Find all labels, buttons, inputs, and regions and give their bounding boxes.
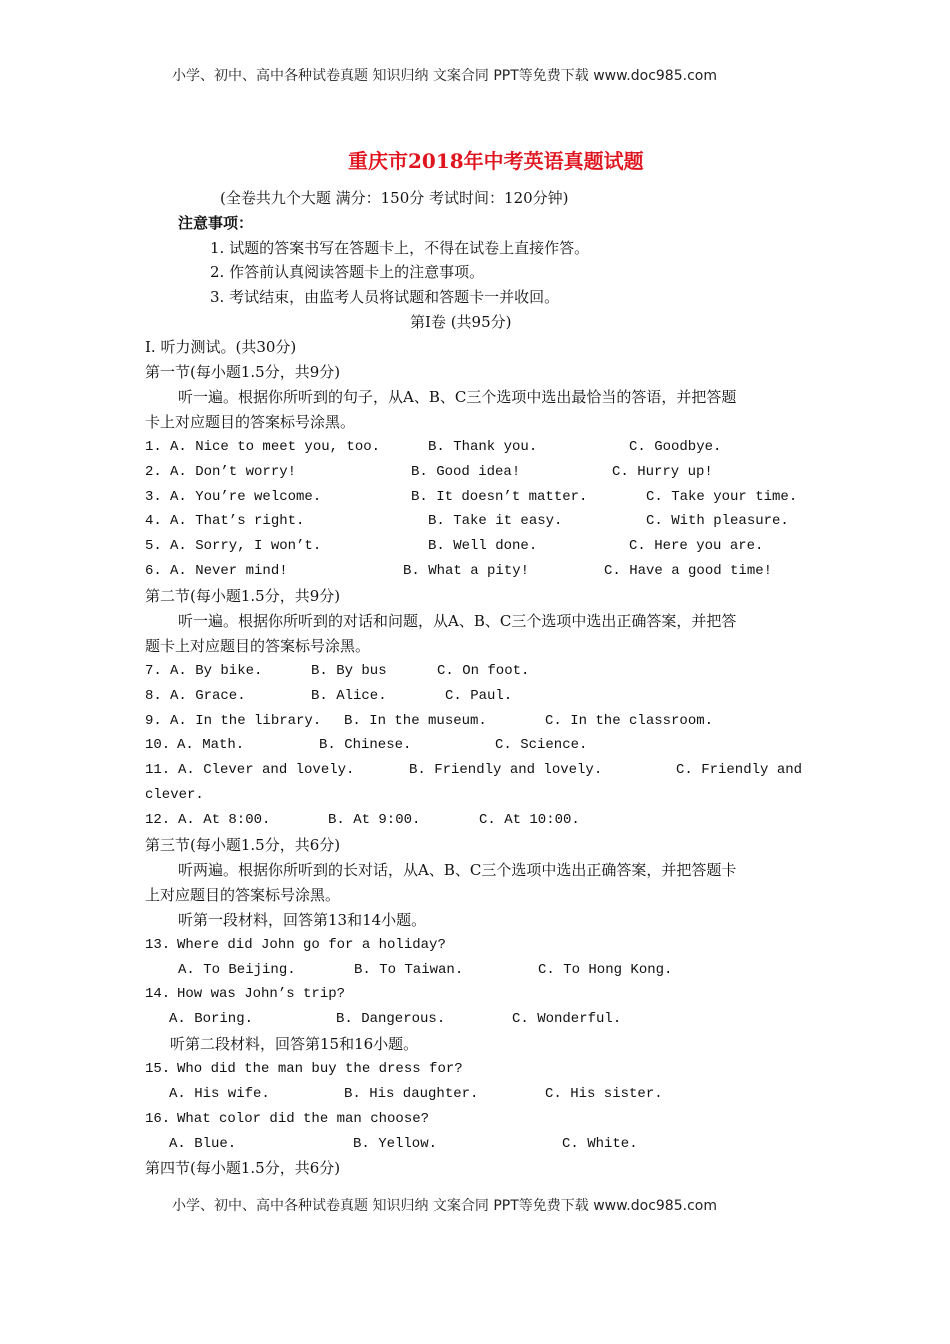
notice-item: 1. 试题的答案书写在答题卡上，不得在试卷上直接作答。 xyxy=(210,239,590,257)
option-c: C. In the classroom. xyxy=(545,713,714,729)
option-b: B. At 9:00. xyxy=(328,812,421,828)
option-a: A. At 8:00. xyxy=(178,812,271,828)
question-number: 5. xyxy=(145,538,162,554)
option-a: A. Clever and lovely. xyxy=(178,762,355,778)
question-number: 9. xyxy=(145,713,162,729)
question-number: 15. xyxy=(145,1061,171,1077)
question-text: Where did John go for a holiday? xyxy=(177,937,446,953)
option-a: A. In the library. xyxy=(170,713,322,729)
section-title: 第三节(每小题1.5分，共6分) xyxy=(145,836,341,854)
question-text: Who did the man buy the dress for? xyxy=(177,1061,463,1077)
option-a: A. Never mind! xyxy=(170,563,288,579)
option-c: C. Have a good time! xyxy=(604,563,773,579)
option-c: C. At 10:00. xyxy=(479,812,580,828)
question-number: 6. xyxy=(145,563,162,579)
section-instructions: 上对应题目的答案标号涂黑。 xyxy=(145,886,341,904)
section-title: 第二节(每小题1.5分，共9分) xyxy=(145,587,341,605)
option-a: A. Boring. xyxy=(169,1011,254,1027)
option-c: C. Hurry up! xyxy=(612,464,713,480)
option-c: C. White. xyxy=(562,1136,638,1152)
part-heading: I. 听力测试。(共30分) xyxy=(145,338,297,356)
option-b: B. By bus xyxy=(311,663,387,679)
option-a: A. By bike. xyxy=(170,663,263,679)
option-continuation: clever. xyxy=(145,787,204,803)
option-b: B. To Taiwan. xyxy=(354,962,464,978)
option-b: B. Take it easy. xyxy=(428,513,563,529)
option-b: B. Thank you. xyxy=(428,439,538,455)
option-b: B. Alice. xyxy=(311,688,387,704)
notice-item: 2. 作答前认真阅读答题卡上的注意事项。 xyxy=(210,263,485,281)
option-b: B. What a pity! xyxy=(403,563,530,579)
option-b: B. Dangerous. xyxy=(336,1011,446,1027)
section-instructions: 听一遍。根据你所听到的对话和问题，从A、B、C三个选项中选出正确答案，并把答 xyxy=(178,612,737,630)
section-instructions: 听一遍。根据你所听到的句子，从A、B、C三个选项中选出最恰当的答语，并把答题 xyxy=(178,388,737,406)
question-number: 3. xyxy=(145,489,162,505)
option-c: C. With pleasure. xyxy=(646,513,789,529)
option-c: C. To Hong Kong. xyxy=(538,962,673,978)
question-number: 4. xyxy=(145,513,162,529)
question-number: 12. xyxy=(145,812,171,828)
option-c: C. Paul. xyxy=(445,688,513,704)
option-b: B. His daughter. xyxy=(344,1086,479,1102)
question-number: 11. xyxy=(145,762,171,778)
question-number: 13. xyxy=(145,937,171,953)
option-a: A. That’s right. xyxy=(170,513,305,529)
notice-item: 3. 考试结束，由监考人员将试题和答题卡一并收回。 xyxy=(210,288,560,306)
option-c: C. Take your time. xyxy=(646,489,798,505)
option-a: A. You’re welcome. xyxy=(170,489,322,505)
option-a: A. Nice to meet you, too. xyxy=(170,439,381,455)
section-instructions: 卡上对应题目的答案标号涂黑。 xyxy=(145,413,356,431)
option-c: C. His sister. xyxy=(545,1086,663,1102)
option-c: C. Here you are. xyxy=(629,538,764,554)
option-a: A. Don’t worry! xyxy=(170,464,297,480)
option-a: A. To Beijing. xyxy=(178,962,296,978)
section-title: 第一节(每小题1.5分，共9分) xyxy=(145,363,341,381)
notice-heading: 注意事项： xyxy=(178,214,254,232)
option-c: C. Science. xyxy=(495,737,588,753)
question-number: 10. xyxy=(145,737,171,753)
option-b: B. Good idea! xyxy=(411,464,521,480)
question-number: 7. xyxy=(145,663,162,679)
option-b: B. In the museum. xyxy=(344,713,487,729)
volume-heading: 第Ⅰ卷 (共95分) xyxy=(410,313,512,331)
question-text: How was John’s trip? xyxy=(177,986,346,1002)
option-c: C. Wonderful. xyxy=(512,1011,622,1027)
option-b: B. Friendly and lovely. xyxy=(409,762,603,778)
section-instructions: 题卡上对应题目的答案标号涂黑。 xyxy=(145,637,371,655)
page-footer: 小学、初中、高中各种试卷真题 知识归纳 文案合同 PPT等免费下载 www.doc985.com xyxy=(172,1198,717,1214)
option-b: B. Yellow. xyxy=(353,1136,438,1152)
question-number: 8. xyxy=(145,688,162,704)
option-a: A. Sorry, I won’t. xyxy=(170,538,322,554)
option-a: A. Blue. xyxy=(169,1136,237,1152)
doc-title: 重庆市2018年中考英语真题试题 xyxy=(348,149,644,173)
page-header: 小学、初中、高中各种试卷真题 知识归纳 文案合同 PPT等免费下载 www.doc985.com xyxy=(172,68,717,84)
section-instructions: 听两遍。根据你所听到的长对话，从A、B、C三个选项中选出正确答案，并把答题卡 xyxy=(178,861,737,879)
option-b: B. Well done. xyxy=(428,538,538,554)
question-number: 14. xyxy=(145,986,171,1002)
material-note: 听第一段材料，回答第13和14小题。 xyxy=(178,911,427,929)
option-b: B. Chinese. xyxy=(319,737,412,753)
doc-subtitle: (全卷共九个大题 满分：150分 考试时间：120分钟) xyxy=(220,189,569,207)
question-number: 1. xyxy=(145,439,162,455)
question-text: What color did the man choose? xyxy=(177,1111,430,1127)
option-c: C. Goodbye. xyxy=(629,439,722,455)
option-a: A. His wife. xyxy=(169,1086,270,1102)
option-c: C. On foot. xyxy=(437,663,530,679)
option-a: A. Grace. xyxy=(170,688,246,704)
option-c: C. Friendly and xyxy=(676,762,803,778)
question-number: 16. xyxy=(145,1111,171,1127)
section-title: 第四节(每小题1.5分，共6分) xyxy=(145,1159,341,1177)
option-a: A. Math. xyxy=(177,737,245,753)
question-number: 2. xyxy=(145,464,162,480)
option-b: B. It doesn’t matter. xyxy=(411,489,588,505)
material-note: 听第二段材料，回答第15和16小题。 xyxy=(170,1035,419,1053)
